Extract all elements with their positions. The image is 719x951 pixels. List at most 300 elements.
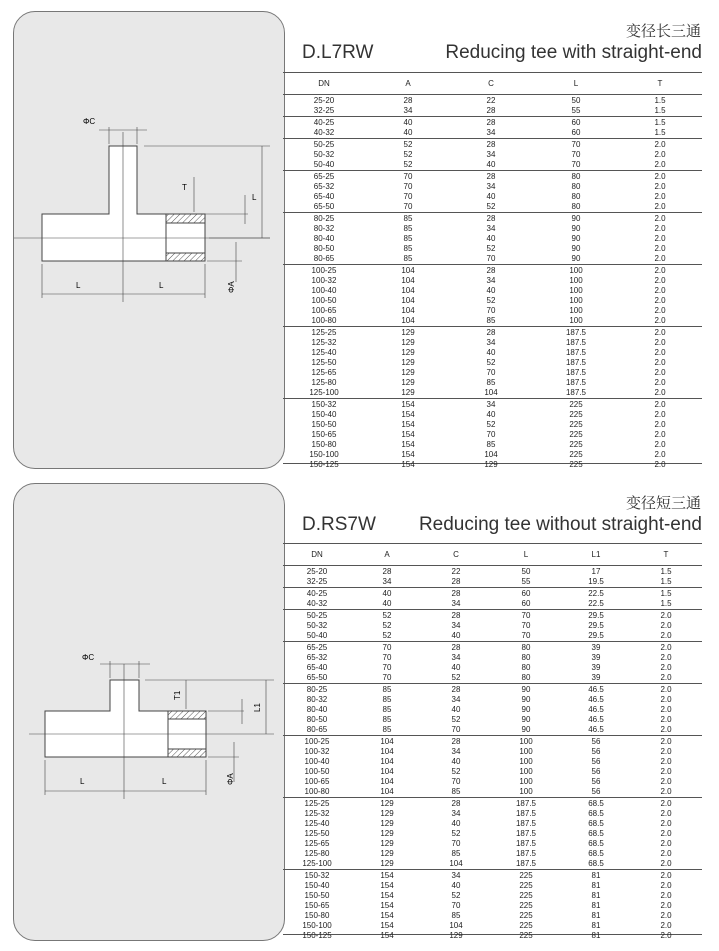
table-cell: 28 xyxy=(486,140,496,149)
table-cell: 40-32 xyxy=(313,128,335,137)
table-row xyxy=(283,368,702,378)
table-cell: 40 xyxy=(486,160,496,169)
column-header: T xyxy=(663,550,669,559)
table-cell: 154 xyxy=(401,400,415,409)
table-cell: 70 xyxy=(486,430,496,439)
table-cell: 90 xyxy=(571,234,581,243)
table-row xyxy=(283,747,702,757)
table-cell: 2.0 xyxy=(654,172,666,181)
table-cell: 90 xyxy=(571,224,581,233)
column-header: DN xyxy=(311,550,323,559)
table-cell: 28 xyxy=(486,214,496,223)
row-group xyxy=(283,328,702,399)
table-cell: 187.5 xyxy=(565,328,587,337)
table-cell: 70 xyxy=(521,621,531,630)
table-cell: 2.0 xyxy=(654,460,666,469)
table-cell: 70 xyxy=(486,306,496,315)
table-cell: 40 xyxy=(486,234,496,243)
table-cell: 52 xyxy=(382,621,392,630)
table-cell: 70 xyxy=(451,839,461,848)
table-cell: 2.0 xyxy=(654,440,666,449)
table-cell: 2.0 xyxy=(660,809,672,818)
table-row xyxy=(283,192,702,202)
table-cell: 2.0 xyxy=(654,214,666,223)
table-row xyxy=(283,685,702,695)
table-cell: 129 xyxy=(401,348,415,357)
table-cell: 2.0 xyxy=(660,881,672,890)
table-cell: 2.0 xyxy=(660,839,672,848)
column-header: T xyxy=(657,79,663,88)
table-cell: 154 xyxy=(380,891,394,900)
table-cell: 104 xyxy=(401,316,415,325)
column-header: L xyxy=(573,79,579,88)
table-cell: 2.0 xyxy=(660,653,672,662)
table-cell: 2.0 xyxy=(654,160,666,169)
table-row xyxy=(283,881,702,891)
table-cell: 85 xyxy=(382,715,392,724)
table-cell: 22 xyxy=(451,567,461,576)
table-cell: 70 xyxy=(486,254,496,263)
table-cell: 80-40 xyxy=(313,234,335,243)
table-cell: 85 xyxy=(451,911,461,920)
table-cell: 60 xyxy=(571,118,581,127)
table-cell: 2.0 xyxy=(654,450,666,459)
table-cell: 52 xyxy=(382,631,392,640)
table-row xyxy=(283,901,702,911)
table-cell: 2.0 xyxy=(654,244,666,253)
table-cell: 225 xyxy=(519,881,533,890)
table-cell: 70 xyxy=(382,643,392,652)
table-cell: 40 xyxy=(451,881,461,890)
table-cell: 2.0 xyxy=(654,224,666,233)
table-row xyxy=(283,819,702,829)
row-group xyxy=(283,118,702,139)
table-row xyxy=(283,715,702,725)
table-cell: 81 xyxy=(591,911,601,920)
table-cell: 34 xyxy=(451,695,461,704)
table-row xyxy=(283,621,702,631)
table-cell: 85 xyxy=(486,378,496,387)
table-row xyxy=(283,140,702,150)
table-cell: 50-25 xyxy=(306,611,328,620)
table-cell: 104 xyxy=(380,767,394,776)
column-header: L xyxy=(523,550,529,559)
table-cell: 187.5 xyxy=(515,819,537,828)
table-cell: 32-25 xyxy=(313,106,335,115)
table-cell: 80-50 xyxy=(313,244,335,253)
table-cell: 187.5 xyxy=(515,809,537,818)
table-cell: 52 xyxy=(403,140,413,149)
table-cell: 28 xyxy=(451,799,461,808)
table-cell: 50-32 xyxy=(306,621,328,630)
table-cell: 28 xyxy=(382,567,392,576)
table-cell: 56 xyxy=(591,757,601,766)
table-cell: 85 xyxy=(382,685,392,694)
table-row xyxy=(283,725,702,735)
table-cell: 100-50 xyxy=(304,767,330,776)
table-row xyxy=(283,160,702,170)
table-cell: 65-50 xyxy=(313,202,335,211)
table-cell: 85 xyxy=(486,440,496,449)
table-cell: 19.5 xyxy=(588,577,604,586)
table-cell: 46.5 xyxy=(588,705,604,714)
table-cell: 104 xyxy=(401,276,415,285)
table-cell: 28 xyxy=(486,328,496,337)
table-cell: 154 xyxy=(401,430,415,439)
table-cell: 40 xyxy=(486,286,496,295)
table-cell: 40 xyxy=(451,757,461,766)
table-cell: 104 xyxy=(484,450,498,459)
table-cell: 2.0 xyxy=(660,673,672,682)
table-cell: 70 xyxy=(571,140,581,149)
table-cell: 2.0 xyxy=(660,787,672,796)
table-cell: 104 xyxy=(401,306,415,315)
table-cell: 125-25 xyxy=(311,328,337,337)
product-code: D.RS7W xyxy=(302,514,376,535)
table-row xyxy=(283,911,702,921)
table-cell: 70 xyxy=(521,631,531,640)
table-row xyxy=(283,643,702,653)
table-cell: 2.0 xyxy=(660,829,672,838)
table-row xyxy=(283,695,702,705)
table-cell: 129 xyxy=(449,931,463,940)
table-row xyxy=(283,567,702,577)
table-cell: 34 xyxy=(451,621,461,630)
table-cell: 2.0 xyxy=(660,715,672,724)
table-cell: 2.0 xyxy=(660,931,672,940)
table-cell: 85 xyxy=(382,695,392,704)
table-cell: 154 xyxy=(380,871,394,880)
table-row xyxy=(283,589,702,599)
table-cell: 2.0 xyxy=(654,202,666,211)
table-cell: 25-20 xyxy=(313,96,335,105)
table-cell: 80-32 xyxy=(306,695,328,704)
table-cell: 80 xyxy=(521,643,531,652)
row-group xyxy=(283,172,702,213)
spec-table xyxy=(283,72,702,469)
table-cell: 2.0 xyxy=(654,378,666,387)
l-right-label: L xyxy=(159,281,164,290)
table-cell: 65-25 xyxy=(306,643,328,652)
table-cell: 225 xyxy=(519,901,533,910)
t1-label: T1 xyxy=(173,690,182,700)
table-cell: 2.0 xyxy=(654,358,666,367)
table-cell: 2.0 xyxy=(654,276,666,285)
table-cell: 46.5 xyxy=(588,695,604,704)
table-cell: 1.5 xyxy=(660,599,672,608)
table-cell: 70 xyxy=(451,777,461,786)
table-cell: 100 xyxy=(519,767,533,776)
table-cell: 2.0 xyxy=(654,192,666,201)
table-row xyxy=(283,388,702,398)
table-cell: 56 xyxy=(591,737,601,746)
table-cell: 100 xyxy=(569,266,583,275)
table-cell: 80-25 xyxy=(306,685,328,694)
table-cell: 2.0 xyxy=(654,410,666,419)
table-cell: 2.0 xyxy=(654,254,666,263)
table-cell: 85 xyxy=(451,787,461,796)
table-row xyxy=(283,150,702,160)
table-cell: 65-25 xyxy=(313,172,335,181)
table-row xyxy=(283,859,702,869)
table-cell: 80 xyxy=(571,172,581,181)
table-cell: 125-25 xyxy=(304,799,330,808)
table-cell: 100 xyxy=(569,276,583,285)
table-cell: 225 xyxy=(519,931,533,940)
table-cell: 104 xyxy=(380,777,394,786)
table-cell: 34 xyxy=(403,106,413,115)
table-cell: 125-50 xyxy=(304,829,330,838)
table-cell: 1.5 xyxy=(660,567,672,576)
table-row xyxy=(283,276,702,286)
table-row xyxy=(283,809,702,819)
table-cell: 154 xyxy=(401,450,415,459)
table-cell: 2.0 xyxy=(654,266,666,275)
table-cell: 81 xyxy=(591,921,601,930)
table-cell: 129 xyxy=(484,460,498,469)
table-cell: 1.5 xyxy=(660,577,672,586)
table-cell: 40 xyxy=(382,589,392,598)
row-group xyxy=(283,214,702,265)
table-cell: 2.0 xyxy=(660,767,672,776)
table-cell: 81 xyxy=(591,891,601,900)
phi-c-label: ΦC xyxy=(83,117,96,126)
table-row xyxy=(283,306,702,316)
table-cell: 100 xyxy=(569,316,583,325)
table-row xyxy=(283,673,702,683)
table-cell: 2.0 xyxy=(660,849,672,858)
table-cell: 85 xyxy=(403,244,413,253)
table-cell: 52 xyxy=(403,160,413,169)
table-cell: 52 xyxy=(486,202,496,211)
table-cell: 80-65 xyxy=(306,725,328,734)
table-cell: 68.5 xyxy=(588,859,604,868)
column-header: L1 xyxy=(591,550,601,559)
row-group xyxy=(283,96,702,117)
table-cell: 34 xyxy=(486,224,496,233)
table-cell: 85 xyxy=(382,725,392,734)
table-cell: 129 xyxy=(401,328,415,337)
table-cell: 85 xyxy=(403,234,413,243)
table-cell: 80 xyxy=(521,673,531,682)
table-row xyxy=(283,348,702,358)
row-group xyxy=(283,871,702,941)
table-cell: 22.5 xyxy=(588,599,604,608)
table-cell: 34 xyxy=(486,182,496,191)
table-cell: 80-25 xyxy=(313,214,335,223)
table-cell: 52 xyxy=(403,150,413,159)
table-cell: 70 xyxy=(571,160,581,169)
table-row xyxy=(283,839,702,849)
column-header: A xyxy=(384,550,390,559)
table-cell: 68.5 xyxy=(588,809,604,818)
table-cell: 100-32 xyxy=(304,747,330,756)
table-cell: 80-40 xyxy=(306,705,328,714)
table-cell: 50-40 xyxy=(306,631,328,640)
table-cell: 29.5 xyxy=(588,611,604,620)
table-cell: 150-100 xyxy=(302,921,332,930)
table-cell: 100 xyxy=(519,777,533,786)
table-cell: 104 xyxy=(380,737,394,746)
table-row xyxy=(283,254,702,264)
table-cell: 1.5 xyxy=(654,118,666,127)
table-cell: 100-40 xyxy=(311,286,337,295)
table-cell: 150-65 xyxy=(311,430,337,439)
table-cell: 2.0 xyxy=(660,685,672,694)
table-cell: 52 xyxy=(451,715,461,724)
table-header xyxy=(283,73,702,95)
table-cell: 70 xyxy=(382,663,392,672)
table-cell: 129 xyxy=(380,819,394,828)
table-row xyxy=(283,106,702,116)
table-row xyxy=(283,420,702,430)
table-cell: 1.5 xyxy=(654,96,666,105)
table-cell: 65-40 xyxy=(306,663,328,672)
table-cell: 25-20 xyxy=(306,567,328,576)
table-cell: 50 xyxy=(521,567,531,576)
table-cell: 100-32 xyxy=(311,276,337,285)
table-row xyxy=(283,316,702,326)
table-cell: 39 xyxy=(591,663,601,672)
table-cell: 52 xyxy=(382,611,392,620)
table-cell: 34 xyxy=(451,599,461,608)
l-left-label: L xyxy=(80,777,85,786)
table-cell: 100 xyxy=(519,757,533,766)
table-cell: 65-32 xyxy=(306,653,328,662)
table-cell: 34 xyxy=(486,150,496,159)
table-cell: 40 xyxy=(403,118,413,127)
row-group xyxy=(283,611,702,642)
table-cell: 150-100 xyxy=(309,450,339,459)
table-row xyxy=(283,787,702,797)
table-cell: 225 xyxy=(519,911,533,920)
long-tee-drawing xyxy=(14,12,284,468)
table-row xyxy=(283,849,702,859)
table-cell: 80-65 xyxy=(313,254,335,263)
table-cell: 100-50 xyxy=(311,296,337,305)
table-cell: 225 xyxy=(519,891,533,900)
table-row xyxy=(283,338,702,348)
table-cell: 154 xyxy=(401,410,415,419)
table-cell: 2.0 xyxy=(660,611,672,620)
drawing-panel-short-tee xyxy=(13,483,285,941)
table-row xyxy=(283,777,702,787)
table-cell: 39 xyxy=(591,673,601,682)
table-cell: 28 xyxy=(451,643,461,652)
l1-label: L1 xyxy=(253,703,262,712)
table-cell: 70 xyxy=(403,182,413,191)
table-cell: 52 xyxy=(486,420,496,429)
table-cell: 154 xyxy=(380,921,394,930)
table-cell: 129 xyxy=(380,829,394,838)
phi-a-label: ΦA xyxy=(227,281,236,293)
table-cell: 2.0 xyxy=(654,140,666,149)
table-cell: 2.0 xyxy=(654,150,666,159)
table-cell: 39 xyxy=(591,653,601,662)
table-cell: 56 xyxy=(591,787,601,796)
table-cell: 104 xyxy=(449,859,463,868)
table-cell: 129 xyxy=(401,338,415,347)
table-row xyxy=(283,244,702,254)
column-header: C xyxy=(453,550,459,559)
table-row xyxy=(283,921,702,931)
table-cell: 85 xyxy=(403,224,413,233)
table-cell: 40 xyxy=(451,631,461,640)
table-cell: 2.0 xyxy=(660,871,672,880)
table-cell: 90 xyxy=(571,254,581,263)
table-cell: 125-40 xyxy=(304,819,330,828)
table-cell: 80 xyxy=(571,202,581,211)
l-vertical-label: L xyxy=(252,193,257,202)
table-cell: 154 xyxy=(401,440,415,449)
table-cell: 2.0 xyxy=(654,388,666,397)
table-cell: 125-80 xyxy=(304,849,330,858)
row-group xyxy=(283,799,702,870)
table-header xyxy=(283,544,702,566)
table-cell: 28 xyxy=(486,106,496,115)
table-cell: 150-65 xyxy=(304,901,330,910)
table-cell: 85 xyxy=(486,316,496,325)
table-cell: 34 xyxy=(451,747,461,756)
table-row xyxy=(283,829,702,839)
table-cell: 55 xyxy=(571,106,581,115)
table-cell: 100-80 xyxy=(304,787,330,796)
table-cell: 40 xyxy=(451,705,461,714)
table-cell: 34 xyxy=(451,809,461,818)
table-cell: 2.0 xyxy=(654,182,666,191)
row-group xyxy=(283,567,702,588)
table-cell: 154 xyxy=(380,901,394,910)
table-cell: 104 xyxy=(380,787,394,796)
table-cell: 81 xyxy=(591,901,601,910)
table-cell: 68.5 xyxy=(588,799,604,808)
table-cell: 65-50 xyxy=(306,673,328,682)
table-cell: 90 xyxy=(521,715,531,724)
table-cell: 40 xyxy=(451,819,461,828)
table-cell: 2.0 xyxy=(660,737,672,746)
table-cell: 81 xyxy=(591,871,601,880)
table-cell: 81 xyxy=(591,931,601,940)
table-cell: 22 xyxy=(486,96,496,105)
table-cell: 100-25 xyxy=(304,737,330,746)
table-cell: 46.5 xyxy=(588,685,604,694)
table-row xyxy=(283,757,702,767)
table-cell: 125-65 xyxy=(311,368,337,377)
table-cell: 34 xyxy=(486,128,496,137)
table-cell: 29.5 xyxy=(588,621,604,630)
table-cell: 28 xyxy=(403,96,413,105)
table-cell: 100 xyxy=(569,296,583,305)
table-cell: 225 xyxy=(569,400,583,409)
table-cell: 40 xyxy=(486,192,496,201)
table-cell: 28 xyxy=(451,589,461,598)
table-row xyxy=(283,799,702,809)
table-cell: 2.0 xyxy=(654,400,666,409)
table-cell: 60 xyxy=(571,128,581,137)
table-cell: 2.0 xyxy=(660,757,672,766)
table-cell: 225 xyxy=(569,450,583,459)
table-cell: 2.0 xyxy=(660,663,672,672)
row-group xyxy=(283,140,702,171)
table-cell: 187.5 xyxy=(515,829,537,838)
table-cell: 46.5 xyxy=(588,725,604,734)
table-cell: 28 xyxy=(486,172,496,181)
table-cell: 56 xyxy=(591,747,601,756)
table-cell: 1.5 xyxy=(654,106,666,115)
table-cell: 1.5 xyxy=(660,589,672,598)
table-cell: 2.0 xyxy=(654,296,666,305)
row-group xyxy=(283,266,702,327)
